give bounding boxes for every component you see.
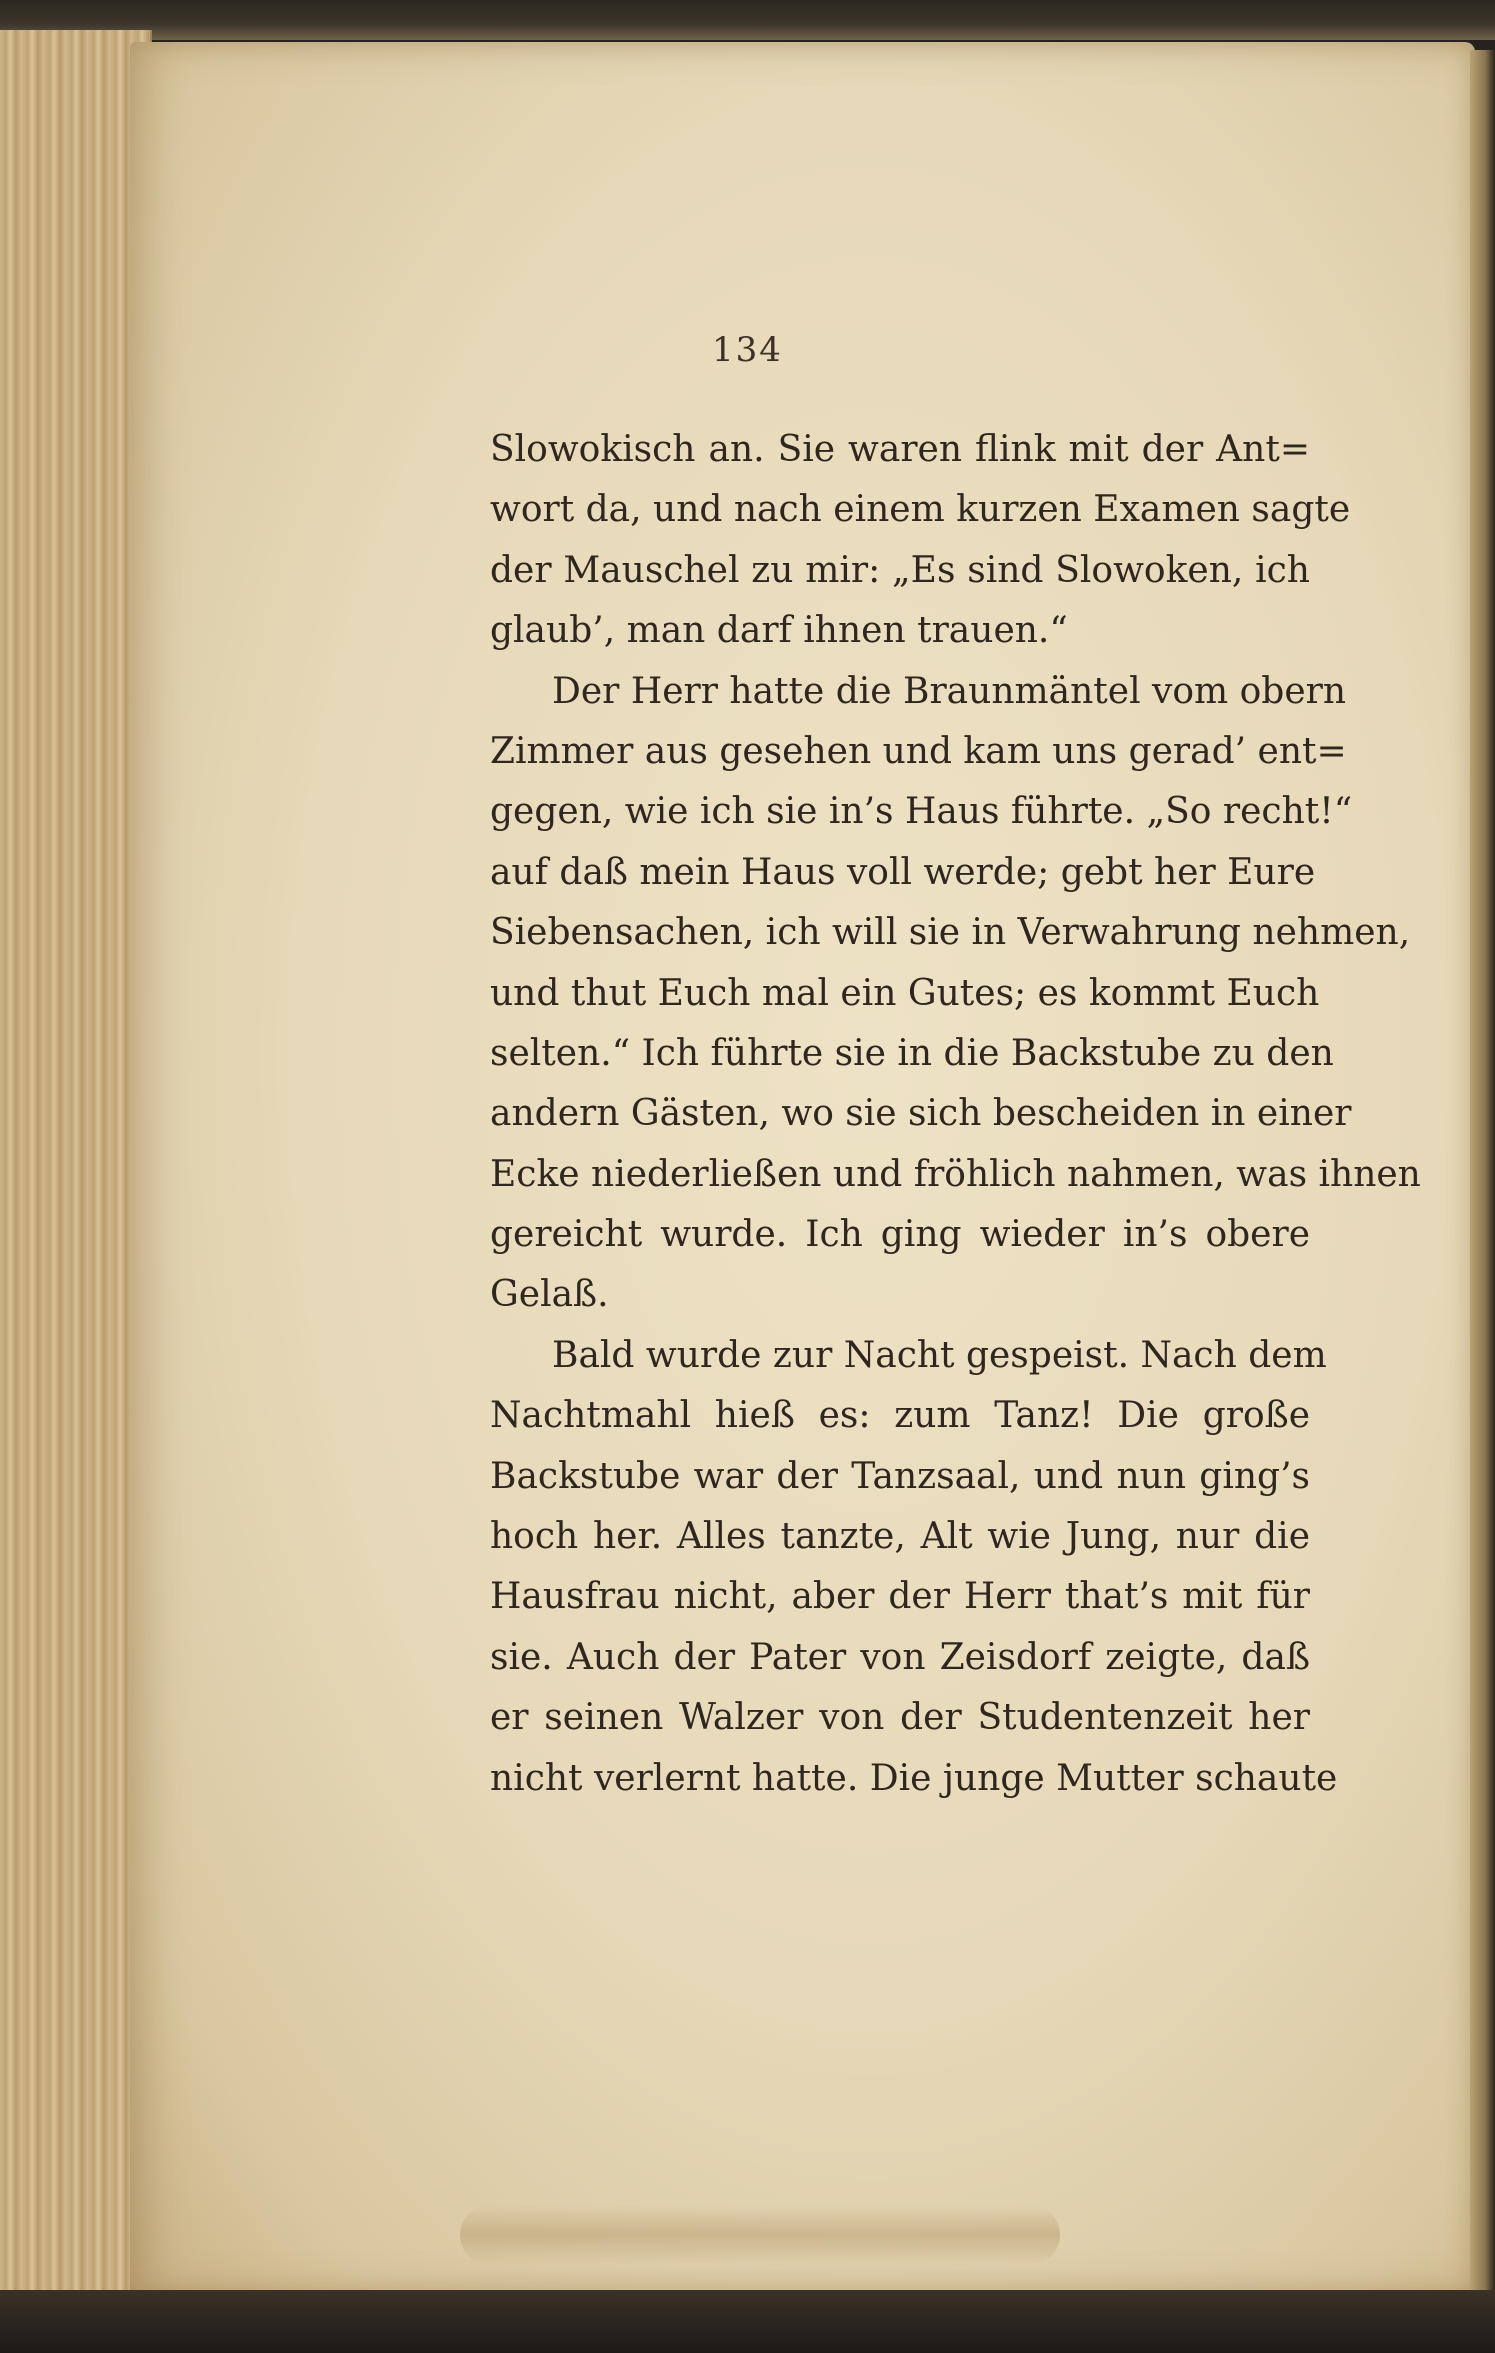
text-line: Bald wurde zur Nacht gespeist. Nach dem bbox=[552, 1334, 1327, 1376]
text-line: Slowokisch an. Sie waren flink mit der Ant= bbox=[490, 429, 1310, 470]
text-line: sie. Auch der Pater von Zeisdorf zeigte, daß bbox=[490, 1636, 1310, 1678]
page-tear-mark bbox=[460, 2205, 1060, 2265]
text-line: Nachtmahl hieß es: zum Tanz! Die große bbox=[490, 1395, 1310, 1437]
text-line: Gelaß. bbox=[490, 1274, 609, 1316]
text-line: und thut Euch mal ein Gutes; es kommt Euch bbox=[490, 972, 1320, 1014]
text-line: Der Herr hatte die Braunmäntel vom obern bbox=[552, 670, 1347, 712]
text-line: Zimmer aus gesehen und kam uns gerad’ ent= bbox=[490, 730, 1347, 772]
text-line: andern Gästen, wo sie sich bescheiden in einer bbox=[490, 1093, 1352, 1135]
text-line: selten.“ Ich führte sie in die Backstube zu den bbox=[490, 1032, 1334, 1074]
text-line: hoch her. Alles tanzte, Alt wie Jung, nur die bbox=[490, 1516, 1310, 1558]
text-line: auf daß mein Haus voll werde; gebt her Eure bbox=[490, 851, 1316, 893]
text-line: gereicht wurde. Ich ging wieder in’s obere bbox=[490, 1214, 1310, 1256]
text-line: er seinen Walzer von der Studentenzeit her bbox=[490, 1697, 1310, 1739]
page-number: 134 bbox=[712, 330, 783, 370]
body-text bbox=[490, 420, 1421, 1809]
text-line: wort da, und nach einem kurzen Examen sagte bbox=[490, 489, 1351, 531]
text-line: nicht verlernt hatte. Die junge Mutter schaute bbox=[490, 1757, 1338, 1799]
text-line: gegen, wie ich sie in’s Haus führte. „So recht!“ bbox=[490, 791, 1353, 833]
text-line: Backstube war der Tanzsaal, und nun ging’s bbox=[490, 1455, 1310, 1497]
text-line: der Mauschel zu mir: „Es sind Slowoken, ich bbox=[490, 549, 1310, 591]
text-line: Ecke niederließen und fröhlich nahmen, was ihnen bbox=[490, 1153, 1421, 1195]
book-top-edge bbox=[0, 0, 1495, 40]
text-line: Siebensachen, ich will sie in Verwahrung nehmen, bbox=[490, 912, 1411, 954]
text-line: Hausfrau nicht, aber der Herr that’s mit für bbox=[490, 1576, 1310, 1618]
book-bottom-edge bbox=[0, 2290, 1495, 2353]
text-line: glaub’, man darf ihnen trauen.“ bbox=[490, 610, 1068, 652]
page-right-edge bbox=[1470, 50, 1495, 2290]
